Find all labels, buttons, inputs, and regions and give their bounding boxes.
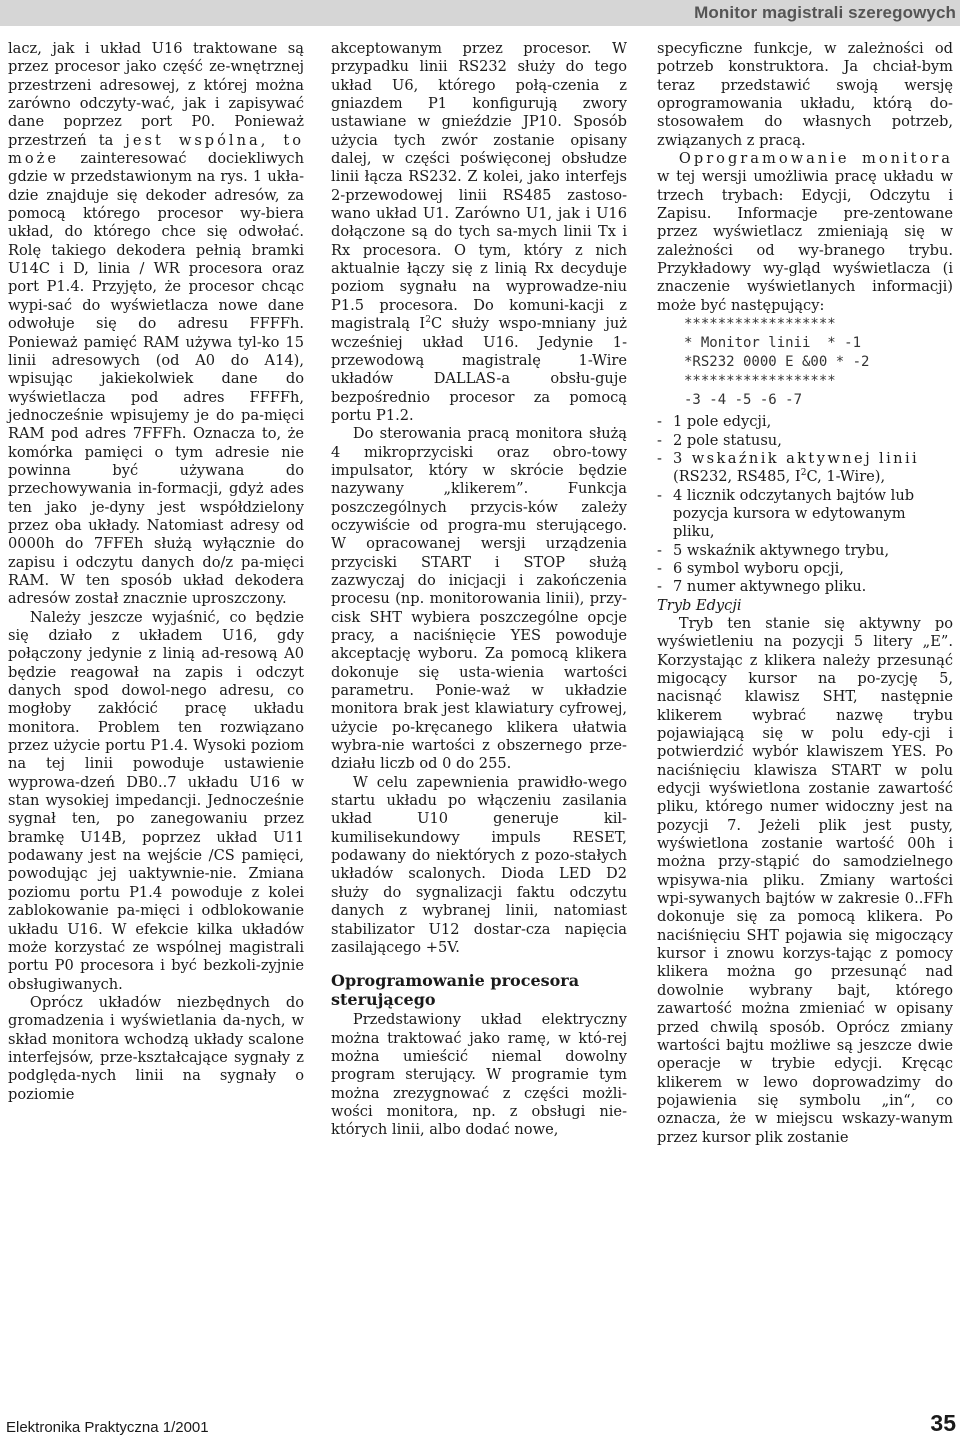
list-item: - 2 pole statusu, [657,431,782,449]
running-title: Monitor magistrali szeregowych [694,3,956,22]
list-item: - 5 wskaźnik aktywnego trybu, [657,541,890,559]
paragraph: Oprócz układów niezbędnych do gromadzenia i wyświetlania da-nych, w skład monitora wchodzą układy scalone interfejsów, prze-kształcające sygnały z podględa-nych linii na sygnały o poziomie [8,993,304,1103]
page-number: 35 [930,1410,956,1436]
paragraph: Należy jeszcze wyjaśnić, co będzie się działo z układem U16, gdy połączony jedynie z linią ad-resową A0 będzie reagował na zapis i odczyt danych spod dowol-nego adresu, co mogłoby zakłócić pracę układu monitora. Problem ten rozwiązano przez użycie portu P1.4. Wysoki poziom na tej linii powoduje ustawienie wyprowa-dzeń DB0..7 układu U16 w stan wysokiej impedancji. Jednocześnie sygnał ten, po zanegowaniu przez bramkę U14B, poprzez układ U11 podawany jest na wejście /CS pamięci, powodując jej uaktywnie-nie. Zmiana poziomu portu P1.4 powoduje z kolei zablokowanie pa-mięci i odblokowanie układu U16. W efekcie kilka układów może korzystać ze wspólnej magistrali portu P0 procesora i być bezkoli-zyjnie obsługiwanych. [8,608,304,993]
paragraph: Oprogramowanie monitora w tej wersji umożliwia pracę układu w trzech trybach: Edycji, Odczytu i Zapisu. Informacje pre-zentowane przez wyświetlacz zmieniają się w zależności od wy-branego trybu. Przykładowy wy-gląd wyświetlacza (i znaczenie wyświetlanych informacji) może być następujący: [657,150,953,314]
paragraph: akceptowanym przez procesor. W przypadku linii RS232 służy do tego układ U6, którego połą-czenia z gniazdem P1 konfigurują zwory ustawiane w gnieździe JP10. Sposób użycia tych zwór zostanie opisany dalej, w części poświęconej obsłudze linii łącza RS232. Z kolei, jako interfejs 2-przewodowej linii RS485 zastoso-wano układ U1. Zarówno U1, jak i U16 dołączone są do tych sa-mych linii Tx i Rx procesora. O tym, który z nich aktualnie łączy się z linią Rx decyduje poziom sygnału na wyprowadze-niu P1.5 procesora. Do komuni-kacji z magistralą $I^2C$ służy wspo-mniany już wcześniej układ U16. Jedynie 1-przewodową magistralę 1-Wire układów DALLAS-a obsłu-guje bezpośrednio procesor za pomocą portu P1.2. [331,40,627,424]
list-item: - 3 wskaźnik aktywnej linii (RS232, RS485, $I^2C$, 1-Wire), [657,449,920,486]
text-column-2 [331,40,627,1140]
list-item: - 7 numer aktywnego pliku. [657,578,867,596]
header-band [0,0,960,26]
subsection-heading: Tryb Edycji [657,596,742,614]
footer-publication: Elektronika Praktyczna 1/2001 [6,1419,209,1436]
paragraph: Do sterowania pracą monitora służą 4 mikroprzyciski oraz obro-towy impulsator, który w skrócie będzie nazywany „klikerem”. Funkcja poszczególnych przycis-ków zależy oczywiście od progra-mu sterującego. W opracowanej wersji urządzenia przyciski START i STOP służą zazwyczaj do inicjacji i zakończenia procesu (np. monitorowania linii), przy-cisk SHT wybiera poszczególne opcje pracy, a naciśnięcie YES powoduje akceptację wyboru. Za pomocą klikera dokonuje się usta-wienia wartości parametru. Ponie-waż w układzie monitora brak jest klawiatury cyfrowej, użycie po-kręcanego klikera ułatwia wybra-nie wartości z obszernego prze-działu liczb od 0 do 255. [331,425,627,773]
list-item: - 4 licznik odczytanych bajtów lub pozycja kursora w edytowanym pliku, [657,486,915,541]
text-column-3 [657,40,953,1147]
paragraph: lacz, jak i układ U16 traktowane są przez procesor jako część ze-wnętrznej przestrzeni adresowej, z której można zarówno odczyty-wać, jak i zapisywać dane poprzez port P0. Ponieważ przestrzeń ta jest wspólna, to może zainteresować dociekliwych gdzie w przedstawionym na rys. 1 ukła-dzie znajduje się dekoder adresów, za pomocą którego procesor wy-biera układ, do którego chce się odwołać. Rolę takiego dekodera pełnią bramki U14C i D, linia / WR procesora oraz port P1.4. Przyjęto, że procesor chcąc wypi-sać do wyświetlacza nowe dane odwołuje się do adresu FFFFh. Ponieważ pamięć RAM używa tyl-ko 15 linii adresowych (od A0 do A14), wpisując jakiekolwiek dane do wyświetlacza pod adres FFFFh, jednocześnie wpisujemy je do pa-mięci RAM pod adres 7FFFh. Oznacza to, że komórka pamięci o tym adresie nie powinna być używana do przechowywania in-formacji, gdyż ades ten jako je-dyny jest współdzielony przez oba układy. Natomiast adresy od 0000h do 7FFEh służą wyłącznie do zapisu i odczytu danych do/z pa-mięci RAM. W ten sposób układ dekodera adresów został znacznie uproszczony. [8,40,304,608]
text-column-1 [8,40,304,1104]
display-legend [657,413,953,596]
paragraph: Przedstawiony układ elektryczny można traktować jako ramę, w któ-rej można umieścić niemal dowolny program sterujący. W programie tym można zrezygnować z części możli-wości monitora, np. z obsługi nie-których linii, albo dodać nowe, [331,1011,627,1139]
list-item: - 1 pole edycji, [657,413,772,431]
paragraph: W celu zapewnienia prawidło-wego startu układu po włączeniu zasilania układ U10 generuje kil-kumilisekundowy impuls RESET, podawany do niektórych z pozo-stałych układów scalonych. Dioda LED D2 służy do sygnalizacji faktu odczytu danych z wybranej linii, natomiast stabilizator U12 dostar-cza napięcia zasilającego +5V. [331,773,627,956]
section-heading: Oprogramowanie procesora sterującego [331,971,580,1010]
display-example: ****************** * Monitor linii * -1 *RS232 0000 E &00 * -2 ****************** -3 -4 -5 -6 -7 [684,316,870,409]
paragraph: specyficzne funkcje, w zależności od potrzeb konstruktora. Ja chciał-bym teraz przedstawić swoją wersję oprogramowania układu, którą do-stosowałem do własnych potrzeb, związanych z pracą. [657,40,953,149]
paragraph: Tryb ten stanie się aktywny po wyświetleniu na pozycji 5 litery „E”. Korzystając z klikera należy przesunąć migocący kursor na po-zycję 5, nacisnąć klawisz SHT, następnie klikerem wybrać nazwę trybu pojawiającą się w polu edy-cji i potwierdzić wybór klawiszem YES. Po naciśnięciu klawisza START w polu edycji wyświetlona zostanie zawartość pliku, którego numer widoczny jest na pozycji 7. Jeżeli plik jest pusty, wyświetlona zostanie wartość 00h i można przy-stąpić do samodzielnego wpisywa-nia pliku. Zmiany wartości wpi-sywanych bajtów w zakresie 0..FFh dokonuje się za pomocą klikera. Po naciśnięciu SHT pojawia się migoczący kursor i znowu korzys-tając z pomocy klikera można go przesunąć nad dowolnie wybrany bajt, którego zawartość można zmieniać w opisany przed chwilą sposób. Oprócz zmiany wartości bajtu możliwe są jeszcze dwie operacje w trybie edycji. Kręcąc klikerem w lewo doprowadzimy do pojawienia się symbolu „in“, co oznacza, że w miejscu wskazy-wanym przez kursor plik zostanie [657,614,953,1146]
list-item: - 6 symbol wyboru opcji, [657,559,844,577]
